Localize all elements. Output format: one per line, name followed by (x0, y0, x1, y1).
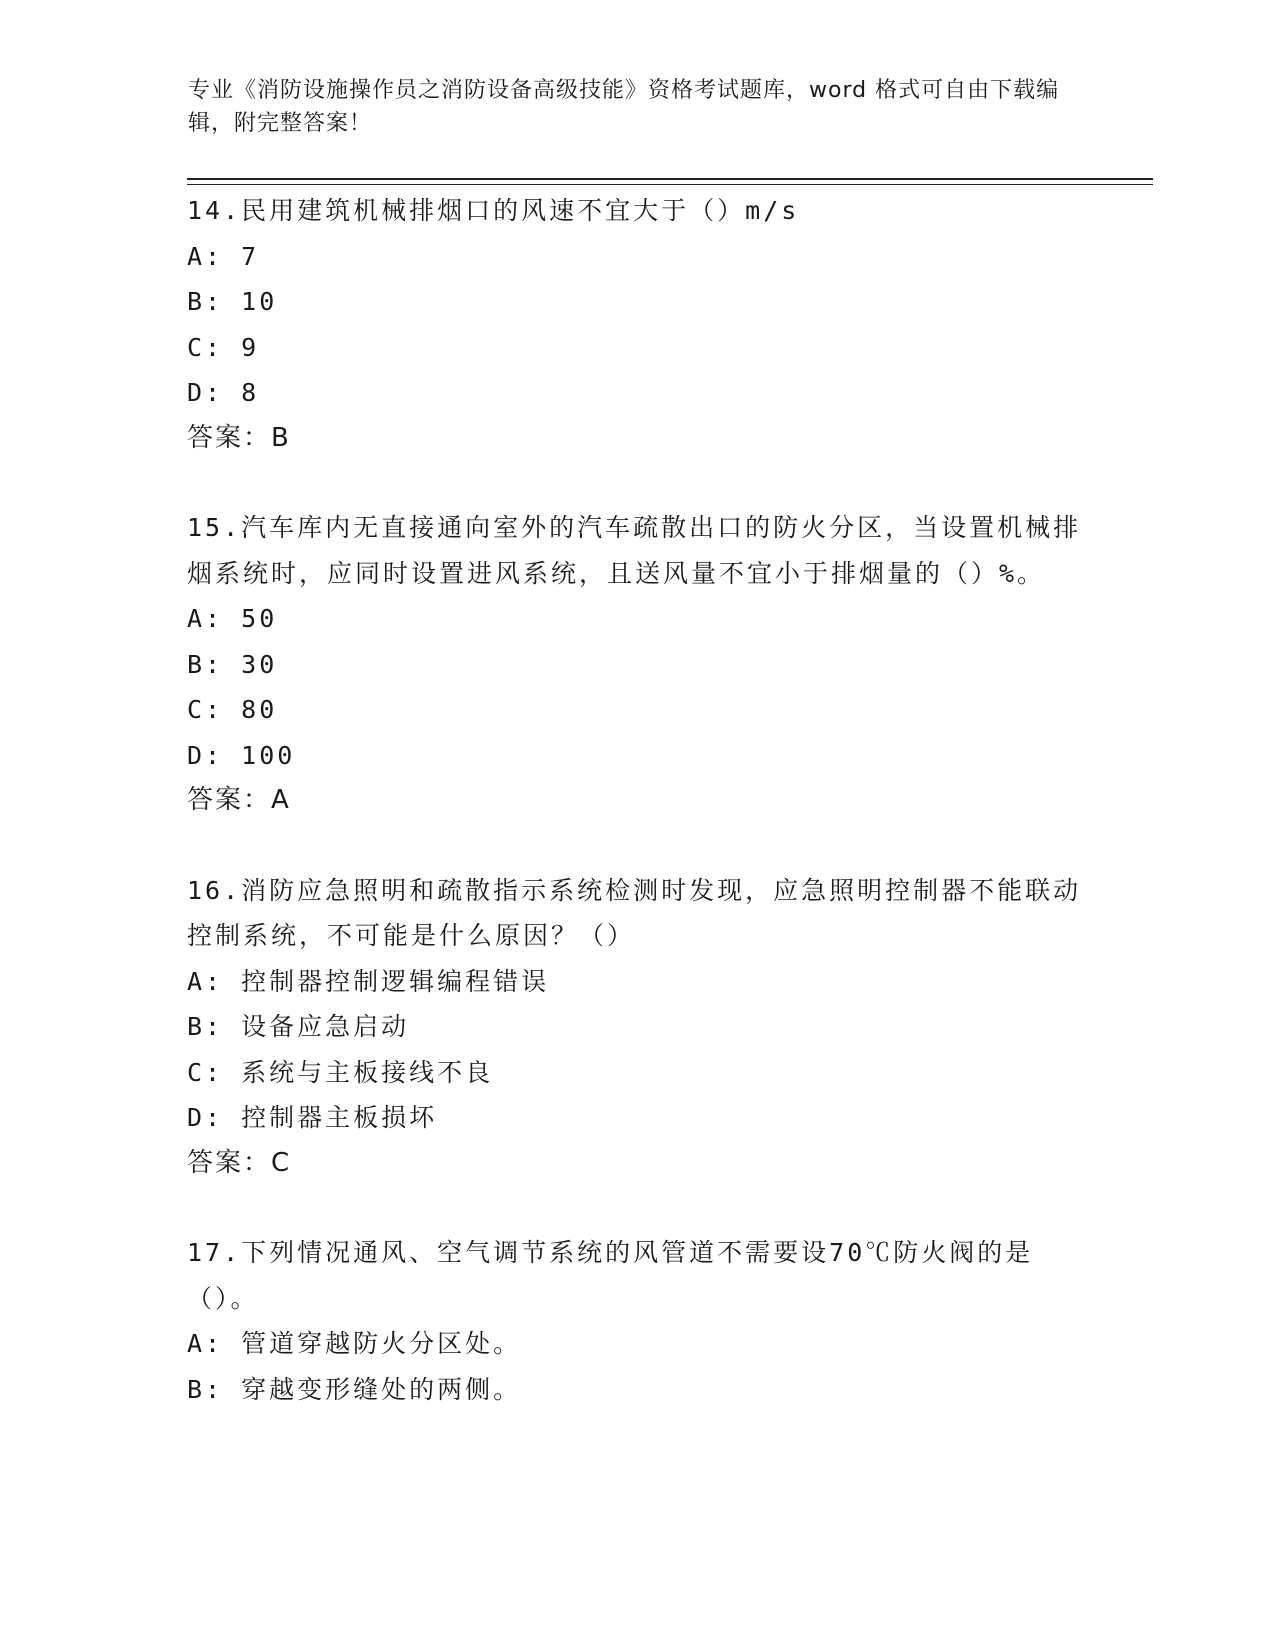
answer-line: 答案：B (187, 422, 291, 453)
option-c: C: 系统与主板接线不良 (187, 1057, 494, 1087)
header-divider-thin (187, 184, 1153, 185)
question-15 (187, 505, 1087, 824)
option-d: D: 100 (187, 740, 296, 770)
option-c: C: 80 (187, 695, 278, 724)
option-c: C: 9 (187, 332, 260, 362)
question-stem: 16.消防应急照明和疏散指示系统检测时发现，应急照明控制器不能联动控制系统，不可能是什么原因？（） (187, 875, 1082, 950)
option-b: B: 10 (187, 287, 278, 316)
option-d: D: 控制器主板损坏 (187, 1103, 438, 1132)
question-17 (187, 1230, 1087, 1412)
option-a: A: 50 (187, 604, 278, 633)
answer-line: 答案：C (187, 1147, 292, 1178)
question-stem: 15.汽车库内无直接通向室外的汽车疏散出口的防火分区，当设置机械排烟系统时，应同时设置进风系统，且送风量不宜小于排烟量的（）%。 (187, 513, 1082, 588)
answer-line: 答案：A (187, 785, 291, 815)
option-b: B: 30 (187, 649, 278, 679)
question-16 (187, 868, 1087, 1187)
option-b: B: 设备应急启动 (187, 1012, 410, 1041)
option-a: A: 控制器控制逻辑编程错误 (187, 966, 550, 996)
option-d: D: 8 (187, 378, 260, 407)
question-stem: 14.民用建筑机械排烟口的风速不宜大于（）m/s (187, 196, 800, 225)
question-stem: 17.下列情况通风、空气调节系统的风管道不需要设70℃防火阀的是（）。 (187, 1238, 1034, 1313)
question-14 (187, 188, 1087, 461)
option-a: A: 7 (187, 241, 260, 271)
option-b: B: 穿越变形缝处的两侧。 (187, 1374, 522, 1404)
option-a: A: 管道穿越防火分区处。 (187, 1329, 522, 1358)
question-list (187, 188, 1087, 1412)
header-divider-thick (187, 178, 1153, 180)
document-header: 专业《消防设施操作员之消防设备高级技能》资格考试题库，word 格式可自由下载编辑，附完整答案！ (188, 78, 1060, 136)
